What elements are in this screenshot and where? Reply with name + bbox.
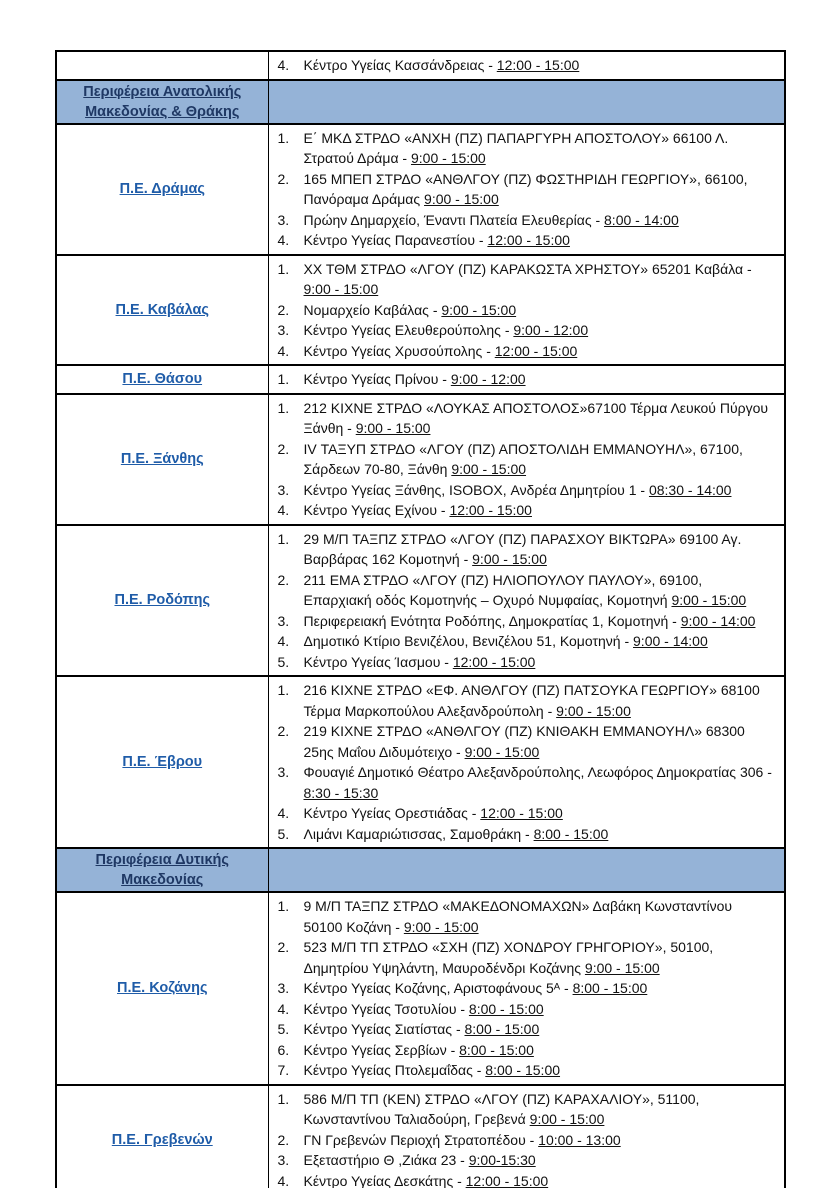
item-text xyxy=(295,937,775,978)
list-item xyxy=(269,999,775,1020)
list-item xyxy=(269,611,775,632)
item-description: Ε΄ ΜΚΔ ΣΤΡΔΟ «ΑΝΧΗ (ΠΖ) ΠΑΠΑΡΓΥΡΗ ΑΠΟΣΤΟΛΟΥ» 66100 Λ. Στρατού Δράμα - xyxy=(303,129,729,166)
region-cell xyxy=(56,51,268,80)
item-text xyxy=(295,55,775,76)
item-hours: 12:00 - 15:00 xyxy=(449,502,532,518)
item-text xyxy=(295,896,775,937)
item-hours: 9:00 - 15:00 xyxy=(671,592,747,608)
region-cell xyxy=(56,676,268,848)
item-number: 3. xyxy=(277,481,290,498)
item-description: 523 Μ/Π ΤΠ ΣΤΡΔΟ «ΣΧΗ (ΠΖ) ΧΟΝΔΡΟΥ ΓΡΗΓΟΡΙΟΥ», 50100, Δημητρίου Υψηλάντη, Μαυροδένδρι Κοζάνης xyxy=(303,939,714,976)
locations-cell xyxy=(268,525,785,677)
item-description: Κέντρο Υγείας Ξάνθης, ISOBOX, Ανδρέα Δημητρίου 1 - xyxy=(303,481,649,498)
item-hours: 9:00 - 12:00 xyxy=(513,322,589,338)
item-number: 3. xyxy=(277,980,290,996)
item-description: Περιφερειακή Ενότητα Ροδόπης, Δημοκρατίας 1, Κομοτηνή - xyxy=(303,612,681,629)
item-number: 1. xyxy=(277,1090,290,1107)
item-number: 2. xyxy=(277,939,290,955)
item-number: 7. xyxy=(277,1062,290,1078)
item-description: Κέντρο Υγείας Ίασμου - xyxy=(303,653,453,670)
list-item xyxy=(269,570,775,611)
list-item xyxy=(269,1150,775,1171)
list-item xyxy=(269,1089,775,1130)
item-number: 1. xyxy=(277,898,290,914)
item-text xyxy=(295,570,775,611)
item-number: 4. xyxy=(277,633,290,649)
item-hours: 8:00 - 15:00 xyxy=(464,1021,540,1037)
list-item xyxy=(269,937,775,978)
item-text xyxy=(295,1060,775,1081)
item-description: Πρώην Δημαρχείο, Έναντι Πλατεία Ελευθερίας - xyxy=(303,211,605,228)
item-number: 2. xyxy=(277,301,290,318)
item-number: 4. xyxy=(277,1000,290,1017)
section-header-cell xyxy=(56,80,268,124)
region-link[interactable]: Π.Ε. Γρεβενών xyxy=(111,1131,213,1148)
region-link[interactable]: Π.Ε. Δράμας xyxy=(119,181,205,197)
item-hours: 9:00 - 15:00 xyxy=(355,420,431,436)
list-item xyxy=(269,320,775,341)
item-description: 212 ΚΙΧΝΕ ΣΤΡΔΟ «ΛΟΥΚΑΣ ΑΠΟΣΤΟΛΟΣ»67100 Τέρμα Λευκού Πύργου Ξάνθη - xyxy=(303,399,769,436)
item-number: 1. xyxy=(277,530,290,547)
locations-cell xyxy=(268,394,785,525)
item-hours: 9:00 - 15:00 xyxy=(403,918,479,935)
item-text xyxy=(295,500,775,521)
locations-cell xyxy=(268,676,785,848)
section-header-empty-cell xyxy=(268,848,785,892)
item-text xyxy=(295,439,775,480)
item-description: ΓΝ Γρεβενών Περιοχή Στρατοπέδου - xyxy=(303,1131,539,1148)
list-item xyxy=(269,1019,775,1040)
item-number: 4. xyxy=(277,1172,290,1188)
list-item xyxy=(269,529,775,570)
list-item xyxy=(269,230,775,251)
region-link[interactable]: Π.Ε. Καβάλας xyxy=(115,301,209,318)
region-cell xyxy=(56,365,268,394)
item-text xyxy=(295,300,775,321)
item-text xyxy=(295,230,775,251)
item-hours: 8:00 - 15:00 xyxy=(533,825,609,842)
item-description: Κέντρο Υγείας Παρανεστίου - xyxy=(303,232,488,248)
item-text xyxy=(295,480,775,501)
item-description: 586 Μ/Π ΤΠ (ΚΕΝ) ΣΤΡΔΟ «ΛΓΟΥ (ΠΖ) ΚΑΡΑΧΑΛΙΟΥ», 51100, Κωνσταντίνου Ταλιαδούρη, Γρεβενά xyxy=(303,1090,700,1127)
region-cell xyxy=(56,1085,268,1188)
item-hours: 9:00 - 12:00 xyxy=(450,371,526,387)
item-description: ΧΧ ΤΘΜ ΣΤΡΔΟ «ΛΓΟΥ (ΠΖ) ΚΑΡΑΚΩΣΤΑ ΧΡΗΣΤΟΥ» 65201 Καβάλα - xyxy=(303,260,752,277)
item-description: IV ΤΑΞΥΠ ΣΤΡΔΟ «ΛΓΟΥ (ΠΖ) ΑΠΟΣΤΟΛΙΔΗ ΕΜΜΑΝΟΥΗΛ», 67100, Σάρδεων 70-80, Ξάνθη xyxy=(303,440,743,477)
item-number: 3. xyxy=(277,1152,290,1168)
locations-cell xyxy=(268,892,785,1085)
item-hours: 9:00 - 15:00 xyxy=(441,301,517,318)
list-item xyxy=(269,500,775,521)
item-text xyxy=(295,1171,775,1188)
list-item xyxy=(269,55,775,76)
item-number: 3. xyxy=(277,211,290,228)
section-header-label: Περιφέρεια Δυτικής Μακεδονίας xyxy=(95,852,229,888)
item-description: Δημοτικό Κτίριο Βενιζέλου, Βενιζέλου 51, Κομοτηνή - xyxy=(303,633,634,649)
item-number: 4. xyxy=(277,57,290,73)
list-item xyxy=(269,210,775,231)
item-description: 165 ΜΠΕΠ ΣΤΡΔΟ «ΑΝΘΛΓΟΥ (ΠΖ) ΦΩΣΤΗΡΙΔΗ ΓΕΩΡΓΙΟΥ», 66100, Πανόραμα Δράμας xyxy=(303,170,748,207)
item-number: 3. xyxy=(277,764,290,780)
section-header-label: Περιφέρεια Ανατολικής Μακεδονίας & Θράκης xyxy=(83,83,242,120)
list-item xyxy=(269,652,775,673)
item-description: 9 Μ/Π ΤΑΞΠΖ ΣΤΡΔΟ «ΜΑΚΕΔΟΝΟΜΑΧΩΝ» Δαβάκη Κωνσταντίνου 50100 Κοζάνη - xyxy=(303,898,733,935)
item-description: Κέντρο Υγείας Σερβίων - xyxy=(303,1041,460,1058)
item-description: 211 ΕΜΑ ΣΤΡΔΟ «ΛΓΟΥ (ΠΖ) ΗΛΙΟΠΟΥΛΟΥ ΠΑΥΛΟΥ», 69100, Επαρχιακή οδός Κομοτηνής – Οχυρό Νυμφαίας, Κομοτηνή xyxy=(303,571,703,608)
item-hours: 9:00 - 15:00 xyxy=(556,702,631,719)
item-hours: 9:00-15:30 xyxy=(468,1152,536,1168)
item-text xyxy=(295,398,775,439)
item-hours: 12:00 - 15:00 xyxy=(494,342,578,359)
item-hours: 12:00 - 15:00 xyxy=(452,653,536,670)
locations-cell xyxy=(268,365,785,394)
item-hours: 9:00 - 15:00 xyxy=(451,461,527,477)
item-text xyxy=(295,762,775,803)
item-text xyxy=(295,824,775,845)
list-item xyxy=(269,1130,775,1151)
list-item xyxy=(269,680,775,721)
list-item xyxy=(269,803,775,824)
item-text xyxy=(295,1089,775,1130)
list-item xyxy=(269,480,775,501)
item-number: 4. xyxy=(277,342,290,359)
health-centers-table xyxy=(55,50,786,1188)
item-number: 4. xyxy=(277,502,290,518)
item-number: 6. xyxy=(277,1041,290,1058)
table-row xyxy=(56,51,785,80)
item-number: 5. xyxy=(277,1021,290,1037)
list-item xyxy=(269,1171,775,1188)
item-hours: 8:00 - 15:00 xyxy=(468,1000,544,1017)
item-hours: 9:00 - 15:00 xyxy=(464,743,540,760)
locations-cell xyxy=(268,51,785,80)
item-description: Εξεταστήριο Θ ,Ζιάκα 23 - xyxy=(303,1152,469,1168)
item-text xyxy=(295,210,775,231)
region-cell xyxy=(56,255,268,366)
item-text xyxy=(295,631,775,652)
item-hours: 08:30 - 14:00 xyxy=(648,481,732,498)
locations-cell xyxy=(268,124,785,255)
list-item xyxy=(269,398,775,439)
item-number: 1. xyxy=(277,371,290,387)
list-item xyxy=(269,978,775,999)
item-text xyxy=(295,680,775,721)
table-row xyxy=(56,365,785,394)
list-item xyxy=(269,1040,775,1061)
item-hours: 8:30 - 15:30 xyxy=(303,784,379,801)
item-text xyxy=(295,721,775,762)
table-row xyxy=(56,676,785,848)
item-number: 1. xyxy=(277,260,290,277)
item-hours: 8:00 - 15:00 xyxy=(485,1062,561,1078)
item-description: Κέντρο Υγείας Κοζάνης, Αριστοφάνους 5ᴬ - xyxy=(303,980,573,996)
list-item xyxy=(269,128,775,169)
region-link[interactable]: Π.Ε. Έβρου xyxy=(122,754,203,770)
item-description: Κέντρο Υγείας Εχίνου - xyxy=(303,502,450,518)
item-hours: 9:00 - 15:00 xyxy=(303,281,379,297)
region-link[interactable]: Π.Ε. Ξάνθης xyxy=(120,451,204,467)
list-item xyxy=(269,369,775,390)
table-row xyxy=(56,525,785,677)
section-header-empty-cell xyxy=(268,80,785,124)
item-text xyxy=(295,369,775,390)
item-description: Νομαρχείο Καβάλας - xyxy=(303,301,442,318)
item-description: Κέντρο Υγείας Ελευθερούπολης - xyxy=(303,322,514,338)
list-item xyxy=(269,300,775,321)
item-text xyxy=(295,1019,775,1040)
item-hours: 8:00 - 15:00 xyxy=(459,1041,534,1058)
item-description: Κέντρο Υγείας Σιατίστας - xyxy=(303,1021,465,1037)
locations-cell xyxy=(268,255,785,366)
item-description: Κέντρο Υγείας Δεσκάτης - xyxy=(303,1172,466,1188)
region-link[interactable]: Π.Ε. Κοζάνης xyxy=(117,980,208,997)
table-body xyxy=(56,51,785,1188)
item-hours: 9:00 - 14:00 xyxy=(680,612,756,629)
list-item xyxy=(269,169,775,210)
item-hours: 10:00 - 13:00 xyxy=(538,1131,621,1148)
list-item xyxy=(269,824,775,845)
item-hours: 12:00 - 15:00 xyxy=(465,1172,549,1188)
item-number: 2. xyxy=(277,170,290,187)
item-number: 2. xyxy=(277,571,290,588)
item-description: Λιμάνι Καμαριώτισσας, Σαμοθράκη - xyxy=(303,825,534,842)
item-number: 2. xyxy=(277,440,290,457)
item-text xyxy=(295,341,775,362)
item-text xyxy=(295,128,775,169)
list-item xyxy=(269,439,775,480)
item-text xyxy=(295,1040,775,1061)
item-number: 1. xyxy=(277,129,290,146)
region-cell xyxy=(56,394,268,525)
list-item xyxy=(269,259,775,300)
item-description: Κέντρο Υγείας Κασσάνδρειας - xyxy=(303,57,497,73)
item-description: Κέντρο Υγείας Πτολεμαΐδας - xyxy=(303,1062,486,1078)
item-number: 5. xyxy=(277,825,290,842)
item-text xyxy=(295,529,775,570)
item-description: 29 Μ/Π ΤΑΞΠΖ ΣΤΡΔΟ «ΛΓΟΥ (ΠΖ) ΠΑΡΑΣΧΟΥ ΒΙΚΤΩΡΑ» 69100 Αγ. Βαρβάρας 162 Κομοτηνή - xyxy=(303,530,742,567)
item-text xyxy=(295,1130,775,1151)
item-number: 1. xyxy=(277,399,290,416)
item-text xyxy=(295,978,775,999)
item-hours: 9:00 - 15:00 xyxy=(584,959,660,976)
table-row xyxy=(56,394,785,525)
item-hours: 9:00 - 15:00 xyxy=(410,150,486,166)
item-hours: 9:00 - 15:00 xyxy=(472,551,547,567)
item-number: 4. xyxy=(277,805,290,821)
item-number: 1. xyxy=(277,682,290,698)
item-description: Κέντρο Υγείας Πρίνου - xyxy=(303,371,451,387)
item-text xyxy=(295,652,775,673)
item-text xyxy=(295,1150,775,1171)
section-header-row xyxy=(56,80,785,124)
item-description: Φουαγιέ Δημοτικό Θέατρο Αλεξανδρούπολης, Λεωφόρος Δημοκρατίας 306 - xyxy=(303,764,772,780)
item-hours: 12:00 - 15:00 xyxy=(487,232,570,248)
region-cell xyxy=(56,124,268,255)
item-hours: 8:00 - 14:00 xyxy=(604,211,679,228)
section-header-cell xyxy=(56,848,268,892)
item-description: Κέντρο Υγείας Ορεστιάδας - xyxy=(303,805,481,821)
list-item xyxy=(269,341,775,362)
item-text xyxy=(295,999,775,1020)
list-item xyxy=(269,631,775,652)
item-number: 5. xyxy=(277,653,290,670)
item-description: 216 ΚΙΧΝΕ ΣΤΡΔΟ «ΕΦ. ΑΝΘΛΓΟΥ (ΠΖ) ΠΑΤΣΟΥΚΑ ΓΕΩΡΓΙΟΥ» 68100 Τέρμα Μαρκοπούλου Αλεξανδρούπολη - xyxy=(303,682,760,719)
region-link[interactable]: Π.Ε. Ροδόπης xyxy=(114,592,210,609)
table-row xyxy=(56,1085,785,1188)
item-number: 3. xyxy=(277,322,290,338)
region-cell xyxy=(56,525,268,677)
item-description: Κέντρο Υγείας Τσοτυλίου - xyxy=(303,1000,469,1017)
item-hours: 12:00 - 15:00 xyxy=(496,57,580,73)
list-item xyxy=(269,721,775,762)
item-hours: 8:00 - 15:00 xyxy=(572,980,648,996)
locations-cell xyxy=(268,1085,785,1188)
item-hours: 9:00 - 15:00 xyxy=(529,1111,605,1127)
item-number: 2. xyxy=(277,723,290,739)
item-hours: 12:00 - 15:00 xyxy=(480,805,563,821)
table-row xyxy=(56,255,785,366)
item-hours: 9:00 - 15:00 xyxy=(424,191,499,207)
item-text xyxy=(295,320,775,341)
item-text xyxy=(295,611,775,632)
item-number: 3. xyxy=(277,612,290,629)
item-description: Κέντρο Υγείας Χρυσούπολης - xyxy=(303,342,495,359)
list-item xyxy=(269,1060,775,1081)
list-item xyxy=(269,896,775,937)
region-cell xyxy=(56,892,268,1085)
item-description: 219 ΚΙΧΝΕ ΣΤΡΔΟ «ΑΝΘΛΓΟΥ (ΠΖ) ΚΝΙΘΑΚΗ ΕΜΜΑΝΟΥΗΛ» 68300 25ης Μαΐου Διδυμότειχο - xyxy=(303,723,745,760)
list-item xyxy=(269,762,775,803)
item-text xyxy=(295,803,775,824)
item-hours: 9:00 - 14:00 xyxy=(633,633,708,649)
item-text xyxy=(295,169,775,210)
region-link[interactable]: Π.Ε. Θάσου xyxy=(122,371,203,388)
item-number: 2. xyxy=(277,1131,290,1148)
item-text xyxy=(295,259,775,300)
item-number: 4. xyxy=(277,232,290,248)
section-header-row xyxy=(56,848,785,892)
table-row xyxy=(56,124,785,255)
table-row xyxy=(56,892,785,1085)
